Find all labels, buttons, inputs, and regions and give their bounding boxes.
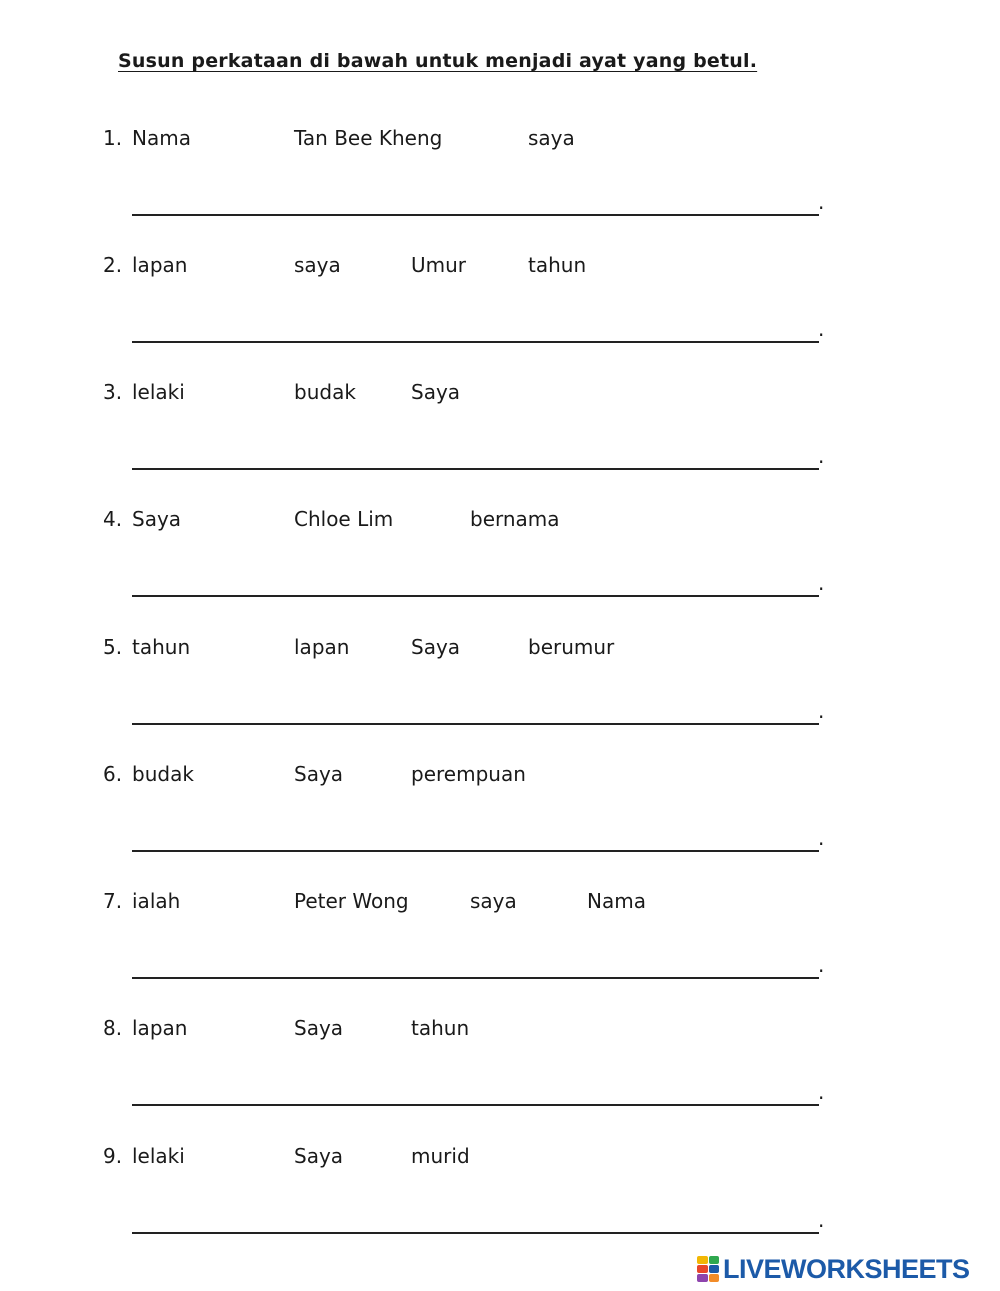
sentence-period: . (818, 826, 825, 850)
sentence-period: . (818, 317, 825, 341)
word-tile: murid (411, 1144, 470, 1168)
word-tile: Saya (294, 762, 344, 786)
word-tile: Saya (294, 1144, 344, 1168)
question-6 (0, 762, 1000, 862)
word-tile: Saya (294, 1016, 344, 1040)
answer-input[interactable] (132, 822, 819, 852)
word-tile: Nama (587, 889, 646, 913)
sentence-period: . (818, 190, 825, 214)
question-number: 1. (103, 126, 123, 150)
brand-name: LIVEWORKSHEETS (723, 1253, 970, 1284)
liveworksheets-logo (697, 1254, 970, 1284)
word-tile: lelaki (132, 1144, 185, 1168)
question-number: 8. (103, 1016, 123, 1040)
question-number: 7. (103, 889, 123, 913)
answer-input[interactable] (132, 949, 819, 979)
answer-input[interactable] (132, 186, 819, 216)
word-tile: budak (132, 762, 194, 786)
question-number: 2. (103, 253, 123, 277)
logo-block (697, 1265, 708, 1273)
question-number: 5. (103, 635, 123, 659)
question-number: 4. (103, 507, 123, 531)
sentence-period: . (818, 571, 825, 595)
logo-block (709, 1265, 720, 1273)
word-tile: Saya (411, 635, 461, 659)
word-tile: tahun (411, 1016, 470, 1040)
word-tile: Tan Bee Kheng (294, 126, 443, 150)
question-4 (0, 507, 1000, 607)
answer-input[interactable] (132, 440, 819, 470)
word-tile: lapan (132, 1016, 188, 1040)
word-tile: saya (294, 253, 341, 277)
question-3 (0, 380, 1000, 480)
answer-input[interactable] (132, 695, 819, 725)
question-2 (0, 253, 1000, 353)
sentence-period: . (818, 1080, 825, 1104)
word-tile: Nama (132, 126, 191, 150)
word-tile: Saya (132, 507, 182, 531)
word-tile: Peter Wong (294, 889, 409, 913)
word-tile: saya (528, 126, 575, 150)
word-tile: tahun (132, 635, 191, 659)
word-tile: Saya (411, 380, 461, 404)
logo-block (709, 1274, 720, 1282)
answer-input[interactable] (132, 1076, 819, 1106)
liveworksheets-mark-icon (697, 1256, 719, 1282)
logo-block (697, 1274, 708, 1282)
sentence-period: . (818, 953, 825, 977)
question-1 (0, 126, 1000, 226)
logo-block (709, 1256, 720, 1264)
word-tile: saya (470, 889, 517, 913)
answer-input[interactable] (132, 1204, 819, 1234)
sentence-period: . (818, 1208, 825, 1232)
word-tile: bernama (470, 507, 560, 531)
word-tile: Umur (411, 253, 467, 277)
question-number: 6. (103, 762, 123, 786)
word-tile: budak (294, 380, 356, 404)
question-5 (0, 635, 1000, 735)
word-tile: ialah (132, 889, 181, 913)
word-tile: lapan (294, 635, 350, 659)
answer-input[interactable] (132, 567, 819, 597)
word-tile: Chloe Lim (294, 507, 394, 531)
question-number: 9. (103, 1144, 123, 1168)
worksheet-instruction: Susun perkataan di bawah untuk menjadi ayat yang betul. (118, 50, 758, 72)
word-tile: lelaki (132, 380, 185, 404)
word-tile: perempuan (411, 762, 526, 786)
word-tile: berumur (528, 635, 615, 659)
logo-block (697, 1256, 708, 1264)
question-8 (0, 1016, 1000, 1116)
sentence-period: . (818, 699, 825, 723)
word-tile: tahun (528, 253, 587, 277)
answer-input[interactable] (132, 313, 819, 343)
question-7 (0, 889, 1000, 989)
question-number: 3. (103, 380, 123, 404)
question-9 (0, 1144, 1000, 1244)
word-tile: lapan (132, 253, 188, 277)
sentence-period: . (818, 444, 825, 468)
